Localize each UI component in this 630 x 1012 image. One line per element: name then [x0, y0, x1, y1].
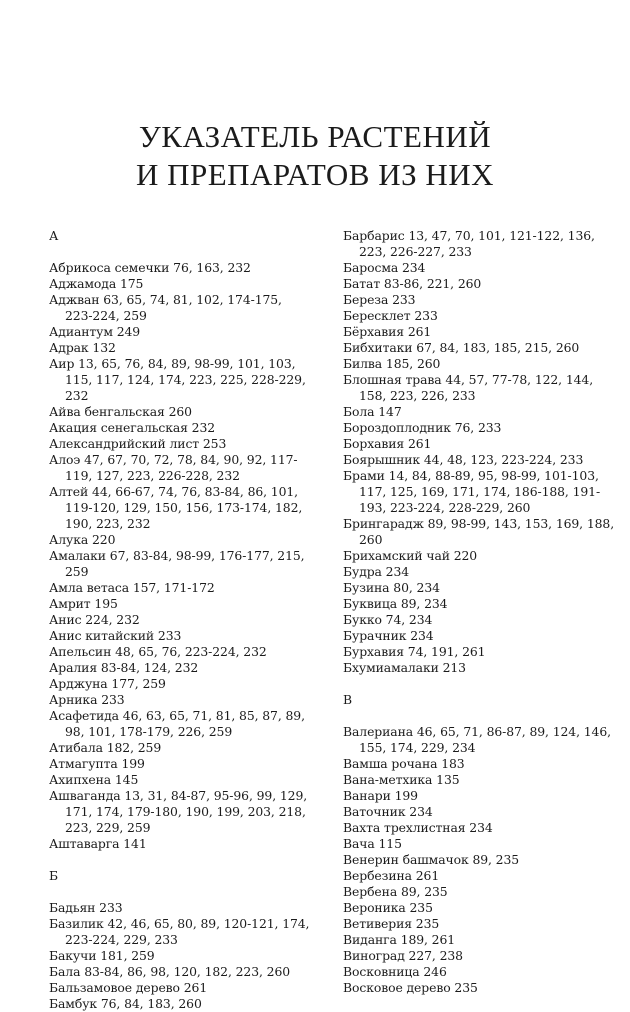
index-entry: Атибала 182, 259: [49, 740, 162, 755]
index-entry: Буквица 89, 234: [343, 596, 448, 611]
index-entry: Виноград 227, 238: [343, 948, 463, 963]
index-entry: Вахта трехлистная 234: [343, 820, 493, 835]
index-entry: Барбарис 13, 47, 70, 101, 121-122, 136, 223, 226-227, 233: [343, 228, 595, 259]
index-entry: Адрак 132: [49, 340, 116, 355]
index-entry: Атмагупта 199: [49, 756, 145, 771]
index-entry: Анис китайский 233: [49, 628, 182, 643]
index-entry: Брами 14, 84, 88-89, 95, 98-99, 101-103, 117, 125, 169, 171, 174, 186-188, 191-193, 223-224, 228-229, 260: [343, 468, 601, 515]
section-b-entries: [49, 900, 311, 1012]
index-entry: Александрийский лист 253: [49, 436, 227, 451]
index-entry: Восковое дерево 235: [343, 980, 478, 995]
index-entry: Ахипхена 145: [49, 772, 139, 787]
index-entry: Асафетида 46, 63, 65, 71, 81, 85, 87, 89, 98, 101, 178-179, 226, 259: [49, 708, 305, 739]
index-entry: Вербена 89, 235: [343, 884, 448, 899]
index-entry: Алоэ 47, 67, 70, 72, 78, 84, 90, 92, 117-119, 127, 223, 226-228, 232: [49, 452, 298, 483]
index-entry: Амрит 195: [49, 596, 118, 611]
index-entry: Бола 147: [343, 404, 402, 419]
index-column-left: [49, 228, 311, 1012]
section-b-continued-entries: [343, 228, 621, 676]
index-entry: Вача 115: [343, 836, 402, 851]
index-entry: Алтей 44, 66-67, 74, 76, 83-84, 86, 101, 119-120, 129, 150, 156, 173-174, 182, 190, 223, 232: [49, 484, 303, 531]
index-column-right: [343, 228, 621, 996]
section-a-entries: [49, 260, 311, 852]
index-entry: Бурачник 234: [343, 628, 434, 643]
index-entry: Вана-метхика 135: [343, 772, 460, 787]
index-entry: Бала 83-84, 86, 98, 120, 182, 223, 260: [49, 964, 291, 979]
index-entry: Аштаварга 141: [49, 836, 147, 851]
section-spacer: [49, 244, 311, 260]
index-entry: Алука 220: [49, 532, 116, 547]
index-entry: Ванари 199: [343, 788, 418, 803]
index-entry: Бакучи 181, 259: [49, 948, 155, 963]
index-entry: Арника 233: [49, 692, 125, 707]
section-spacer: [343, 708, 621, 724]
index-entry: Абрикоса семечки 76, 163, 232: [49, 260, 251, 275]
index-entry: Аджван 63, 65, 74, 81, 102, 174-175, 223-224, 259: [49, 292, 282, 323]
index-entry: Батат 83-86, 221, 260: [343, 276, 482, 291]
index-entry: Брингарадж 89, 98-99, 143, 153, 169, 188, 260: [343, 516, 615, 547]
index-entry: Будра 234: [343, 564, 410, 579]
section-letter-a: А: [49, 228, 59, 243]
index-entry: Вамша рочана 183: [343, 756, 465, 771]
page-title-line-2: И ПРЕПАРАТОВ ИЗ НИХ: [135, 157, 495, 192]
index-entry: Борхавия 261: [343, 436, 432, 451]
section-letter-v: В: [343, 692, 353, 707]
index-entry: Анис 224, 232: [49, 612, 140, 627]
index-entry: Букко 74, 234: [343, 612, 433, 627]
index-entry: Ашваганда 13, 31, 84-87, 95-96, 99, 129, 171, 174, 179-180, 190, 199, 203, 218, 223, 229, 259: [49, 788, 308, 835]
index-entry: Береза 233: [343, 292, 416, 307]
index-entry: Бадьян 233: [49, 900, 123, 915]
index-entry: Валериана 46, 65, 71, 86-87, 89, 124, 146, 155, 174, 229, 234: [343, 724, 611, 755]
index-entry: Адиантум 249: [49, 324, 141, 339]
index-entry: Аджамода 175: [49, 276, 144, 291]
index-entry: Амла ветаса 157, 171-172: [49, 580, 215, 595]
index-entry: Арджуна 177, 259: [49, 676, 166, 691]
index-entry: Вероника 235: [343, 900, 433, 915]
index-entry: Боярышник 44, 48, 123, 223-224, 233: [343, 452, 584, 467]
index-entry: Бурхавия 74, 191, 261: [343, 644, 486, 659]
index-entry: Аир 13, 65, 76, 84, 89, 98-99, 101, 103, 115, 117, 124, 174, 223, 225, 228-229, 232: [49, 356, 306, 403]
index-entry: Бибхитаки 67, 84, 183, 185, 215, 260: [343, 340, 580, 355]
index-entry: Ветиверия 235: [343, 916, 440, 931]
index-entry: Бальзамовое дерево 261: [49, 980, 208, 995]
index-entry: Блошная трава 44, 57, 77-78, 122, 144, 158, 223, 226, 233: [343, 372, 594, 403]
index-entry: Восковница 246: [343, 964, 447, 979]
index-entry: Аралия 83-84, 124, 232: [49, 660, 199, 675]
index-entry: Вербезина 261: [343, 868, 440, 883]
index-entry: Айва бенгальская 260: [49, 404, 192, 419]
index-entry: Апельсин 48, 65, 76, 223-224, 232: [49, 644, 267, 659]
index-entry: Амалаки 67, 83-84, 98-99, 176-177, 215, 259: [49, 548, 305, 579]
index-entry: Акация сенегальская 232: [49, 420, 216, 435]
index-entry: Билва 185, 260: [343, 356, 441, 371]
index-entry: Бузина 80, 234: [343, 580, 440, 595]
index-entry: Бороздоплодник 76, 233: [343, 420, 502, 435]
index-entry: Бересклет 233: [343, 308, 438, 323]
index-entry: Ваточник 234: [343, 804, 433, 819]
index-entry: Базилик 42, 46, 65, 80, 89, 120-121, 174, 223-224, 229, 233: [49, 916, 310, 947]
section-spacer: [49, 884, 311, 900]
index-entry: Бамбук 76, 84, 183, 260: [49, 996, 202, 1011]
index-entry: Виданга 189, 261: [343, 932, 456, 947]
index-entry: Брихамский чай 220: [343, 548, 478, 563]
section-letter-b: Б: [49, 868, 59, 883]
index-entry: Баросма 234: [343, 260, 426, 275]
section-spacer: [49, 852, 311, 868]
page-title: [0, 118, 630, 194]
section-v-entries: [343, 724, 621, 996]
index-entry: Бёрхавия 261: [343, 324, 432, 339]
page-title-line-1: УКАЗАТЕЛЬ РАСТЕНИЙ: [138, 119, 492, 154]
section-spacer: [343, 676, 621, 692]
index-entry: Венерин башмачок 89, 235: [343, 852, 520, 867]
index-entry: Бхумиамалаки 213: [343, 660, 466, 675]
